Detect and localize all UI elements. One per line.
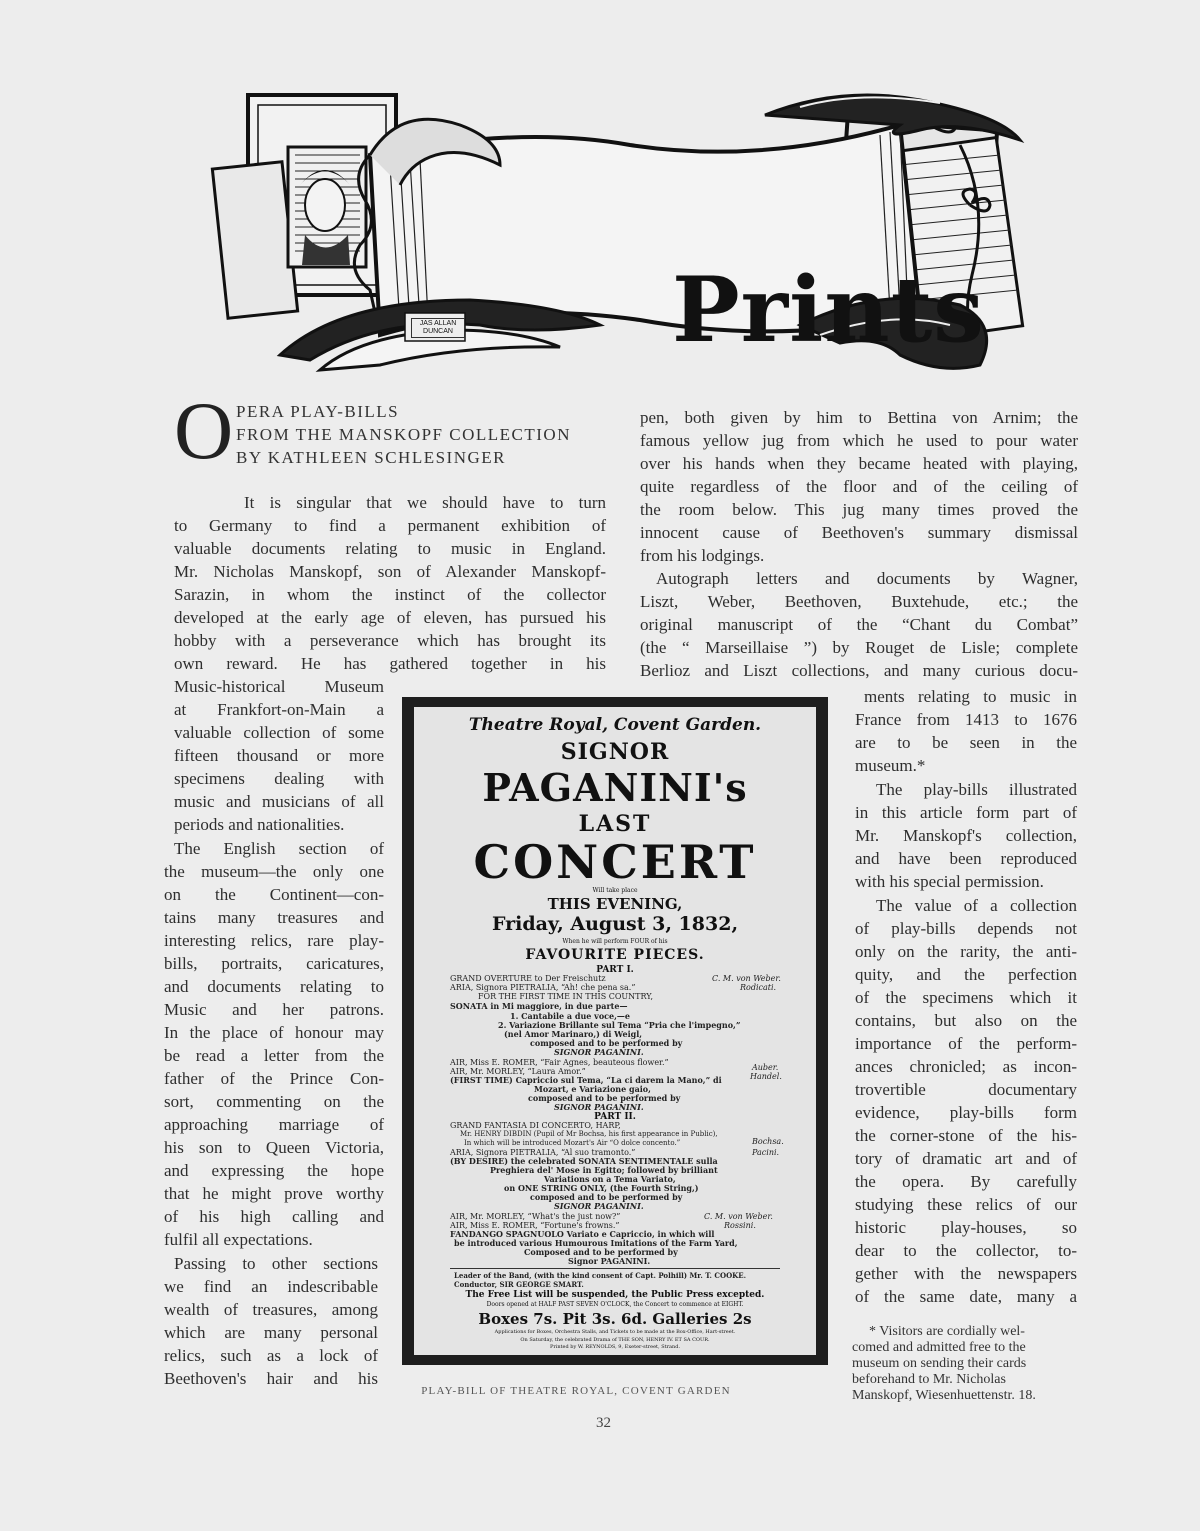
playbill-line: be introduced various Humourous Imitations of the Farm Yard, <box>454 1238 738 1248</box>
drop-cap: O <box>174 385 234 476</box>
paragraph-line: Beethoven's hair and his <box>164 1369 378 1388</box>
playbill-line: GRAND OVERTURE to Der Freischutz <box>450 974 606 983</box>
playbill-divider <box>450 1268 780 1269</box>
paragraph-line: evidence, play-bills form <box>855 1103 1077 1122</box>
playbill-theatre: Theatre Royal, Covent Garden. <box>468 715 762 735</box>
paragraph-line: over his hands when they became heated with playing, <box>640 454 1078 473</box>
paragraph-line: at Frankfort-on-Main a <box>174 700 384 719</box>
playbill-line: GRAND FANTASIA DI CONCERTO, HARP, <box>450 1121 621 1130</box>
paragraph-line: quite regardless of the floor and of the ceiling of <box>640 477 1078 496</box>
paragraph-line: be read a letter from the <box>164 1046 384 1065</box>
playbill-concert: CONCERT <box>473 835 757 889</box>
paragraph-line: museum.* <box>855 756 926 775</box>
playbill-part-2: PART II. <box>594 1112 636 1122</box>
paragraph-line: and have been reproduced <box>855 849 1077 868</box>
playbill-doors: Doors opened at HALF PAST SEVEN O'CLOCK, the Concert to commence at EIGHT. <box>486 1301 744 1308</box>
playbill-composer: Rossini. <box>724 1221 756 1230</box>
playbill-line: Composed and to be performed by <box>524 1247 678 1257</box>
paragraph-line: bills, portraits, caricatures, <box>164 954 384 973</box>
paragraph-line: Music-historical Museum <box>174 677 384 696</box>
playbill-line: Preghiera del' Mose in Egitto; followed by brilliant <box>490 1165 718 1175</box>
playbill-leader: Leader of the Band, (with the kind consent of Capt. Polhill) Mr. T. COOKE. <box>454 1271 747 1280</box>
paragraph-line: of the same date, many a <box>855 1287 1077 1306</box>
playbill-composer: Handel. <box>750 1072 782 1081</box>
artist-signature: JAS ALLAN DUNCAN <box>411 318 465 338</box>
paragraph-line: The English section of <box>174 839 384 858</box>
playbill-printer: Printed by W. REYNOLDS, 9, Exeter-street, Strand. <box>549 1344 681 1350</box>
paragraph-line: historic play-houses, so <box>855 1218 1077 1237</box>
playbill-free-list: The Free List will be suspended, the Public Press excepted. <box>465 1290 765 1300</box>
playbill-favourite: FAVOURITE PIECES. <box>525 947 705 963</box>
paragraph-line: we find an indescribable <box>164 1277 378 1296</box>
paragraph-line: are to be seen in the <box>855 733 1077 752</box>
playbill-line: SIGNOR PAGANINI. <box>554 1047 644 1057</box>
playbill-applications: Applications for Boxes, Orchestra Stalls, and Tickets to be made at the Box-Office, Hart-street. <box>494 1329 736 1335</box>
paragraph-line: Liszt, Weber, Beethoven, Buxtehude, etc.; the <box>640 592 1078 611</box>
playbill-this-evening: THIS EVENING, <box>547 895 683 913</box>
paragraph-line: with his special permission. <box>855 872 1044 891</box>
playbill-sheet <box>414 707 816 1355</box>
paragraph-line: own reward. He has gathered together in his <box>174 654 606 673</box>
playbill-line: AIR, Miss E. ROMER, “Fortune's frowns.” <box>450 1221 620 1230</box>
playbill-line: SIGNOR PAGANINI. <box>554 1201 644 1211</box>
paragraph-line: Mr. Manskopf's collection, <box>855 826 1077 845</box>
paragraph-line: gether with the newspapers <box>855 1264 1077 1283</box>
paragraph-line: in this article form part of <box>855 803 1077 822</box>
paragraph-line: hobby with a perseverance which has brought its <box>174 631 606 650</box>
playbill-line: 2. Variazione Brillante sul Tema “Pria che l'impegno,” <box>498 1020 741 1030</box>
paragraph-line: valuable documents relating to music in England. <box>174 539 606 558</box>
playbill-last: LAST <box>578 811 652 837</box>
playbill-line: AIR, Miss E. ROMER, “Fair Agnes, beauteous flower.” <box>450 1058 669 1067</box>
paragraph-line: the opera. By carefully <box>855 1172 1077 1191</box>
playbill-line: on ONE STRING ONLY, (the Fourth String,) <box>504 1183 699 1193</box>
playbill-line: composed and to be performed by <box>530 1038 683 1048</box>
paragraph-line: famous yellow jug from which he used to pour water <box>640 431 1078 450</box>
paragraph-line: his son to Queen Victoria, <box>164 1138 384 1157</box>
playbill-perform-note: When he will perform FOUR of his <box>562 938 668 945</box>
playbill-line: (nel Amor Marinaro,) di Weigl, <box>504 1029 643 1039</box>
paragraph-line: The play-bills illustrated <box>876 780 1077 799</box>
playbill-line: SIGNOR PAGANINI. <box>554 1102 644 1112</box>
paragraph-line: It is singular that we should have to turn <box>244 493 606 512</box>
paragraph-line: interesting relics, rare play- <box>164 931 384 950</box>
playbill-image <box>402 697 828 1365</box>
playbill-line: (FIRST TIME) Capriccio sul Tema, “La ci darem la Mano,” di <box>450 1075 722 1085</box>
paragraph-line: Mr. Nicholas Manskopf, son of Alexander Manskopf- <box>174 562 606 581</box>
playbill-line: Mozart, e Variazione gaio, <box>534 1084 651 1094</box>
page-number: 32 <box>596 1415 611 1431</box>
playbill-line: composed and to be performed by <box>530 1192 683 1202</box>
paragraph-line: ments relating to music in <box>864 687 1077 706</box>
paragraph-line: and documents relating to <box>164 977 384 996</box>
playbill-composer: C. M. von Weber. <box>712 974 781 983</box>
paragraph-line: that he might prove worthy <box>164 1184 384 1203</box>
paragraph-line: music and musicians of all <box>174 792 384 811</box>
paragraph-line: periods and nationalities. <box>174 815 345 834</box>
paragraph-line: The value of a collection <box>876 896 1077 915</box>
playbill-line: FOR THE FIRST TIME IN THIS COUNTRY, <box>478 992 654 1001</box>
paragraph-line: innocent cause of Beethoven's summary dismissal <box>640 523 1078 542</box>
paragraph-line: approaching marriage of <box>164 1115 384 1134</box>
paragraph-line: which are many personal <box>164 1323 378 1342</box>
paragraph-line: father of the Prince Con- <box>164 1069 384 1088</box>
playbill-composer: Pacini. <box>752 1148 780 1157</box>
playbill-part-1: PART I. <box>596 965 634 975</box>
playbill-conductor: Conductor, SIR GEORGE SMART. <box>454 1280 584 1289</box>
paragraph-line: the corner-stone of the his- <box>855 1126 1077 1145</box>
playbill-date: Friday, August 3, 1832, <box>491 913 739 935</box>
playbill-composer: Bochsa. <box>752 1137 784 1146</box>
paragraph-line: studying these relics of our <box>855 1195 1077 1214</box>
playbill-composer: C. M. von Weber. <box>704 1212 773 1221</box>
paragraph-line: dear to the collector, to- <box>855 1241 1077 1260</box>
paragraph-line: wealth of treasures, among <box>164 1300 378 1319</box>
paragraph-line: contains, but also on the <box>855 1011 1077 1030</box>
article-title-line-2: FROM THE MANSKOPF COLLECTION <box>236 425 571 444</box>
section-title: Prints <box>672 257 985 363</box>
paragraph-line: pen, both given by him to Bettina von Arnim; the <box>640 408 1078 427</box>
paragraph-line: of play-bills depends not <box>855 919 1077 938</box>
paragraph-line: tory of dramatic art and of <box>855 1149 1077 1168</box>
paragraph-line: valuable collection of some <box>174 723 384 742</box>
footnote-line: Manskopf, Wiesenhuettenstr. 18. <box>852 1388 1036 1403</box>
footnote-line: * Visitors are cordially wel- <box>869 1324 1025 1339</box>
paragraph-line: sort, commenting on the <box>164 1092 384 1111</box>
figure-caption: PLAY-BILL OF THEATRE ROYAL, COVENT GARDEN <box>421 1385 731 1397</box>
paragraph-line: specimens dealing with <box>174 769 384 788</box>
paragraph-line: fulfil all expectations. <box>164 1230 313 1249</box>
paragraph-line: on the Continent—con- <box>164 885 384 904</box>
playbill-line: ARIA, Signora PIETRALIA, “Ah! che pena sa.” <box>450 983 636 992</box>
paragraph-line: of the specimens which it <box>855 988 1077 1007</box>
playbill-line: FANDANGO SPAGNUOLO Variato e Capriccio, in which will <box>450 1229 715 1239</box>
paragraph-line: to Germany to find a permanent exhibition of <box>174 516 606 535</box>
playbill-line: In which will be introduced Mozart's Air “O dolce concento.” <box>464 1139 681 1147</box>
playbill-composer: Auber. <box>752 1063 779 1072</box>
playbill-line: Variations on a Tema Variato, <box>544 1174 676 1184</box>
paragraph-line: developed at the early age of eleven, has pursued his <box>174 608 606 627</box>
paragraph-line: of his high calling and <box>164 1207 384 1226</box>
article-title-line-1: PERA PLAY-BILLS <box>236 402 400 421</box>
paragraph-line: relics, such as a lock of <box>164 1346 378 1365</box>
footnote-line: beforehand to Mr. Nicholas <box>852 1372 1006 1387</box>
footnote-line: comed and admitted free to the <box>852 1340 1026 1355</box>
paragraph-line: Passing to other sections <box>174 1254 378 1273</box>
playbill-line: Signor PAGANINI. <box>568 1256 651 1266</box>
footnote-line: museum on sending their cards <box>852 1356 1027 1371</box>
paragraph-line: and expressing the hope <box>164 1161 384 1180</box>
playbill-line: AIR, Mr. MORLEY, “Laura Amor.” <box>450 1067 586 1076</box>
playbill-announcement: On Saturday, the celebrated Drama of THE SON, HENRY IV. ET SA COUR. <box>520 1337 710 1343</box>
playbill-line: Mr. HENRY DIBDIN (Pupil of Mr Bochsa, his first appearance in Public), <box>460 1130 718 1138</box>
paragraph-line: the room below. This jug many times proved the <box>640 500 1078 519</box>
paragraph-line: fifteen thousand or more <box>174 746 384 765</box>
paragraph-line: In the place of honour may <box>164 1023 384 1042</box>
playbill-name: PAGANINI's <box>482 765 748 810</box>
playbill-line: composed and to be performed by <box>528 1093 681 1103</box>
paragraph-line: Sarazin, in whom the instinct of the collector <box>174 585 606 604</box>
article-byline: BY KATHLEEN SCHLESINGER <box>236 448 506 467</box>
playbill-will-take-place: Will take place <box>592 887 638 894</box>
paragraph-line: quity, and the perfection <box>855 965 1077 984</box>
paragraph-line: original manuscript of the “Chant du Combat” <box>640 615 1078 634</box>
playbill-composer: Rodicati. <box>740 983 777 992</box>
paragraph-line: (the “ Marseillaise ”) by Rouget de Lisle; complete <box>640 638 1078 657</box>
paragraph-line: the museum—the only one <box>164 862 384 881</box>
playbill-prices: Boxes 7s. Pit 3s. 6d. Galleries 2s <box>478 1310 752 1328</box>
playbill-signor: SIGNOR <box>560 739 670 765</box>
playbill-line: AIR, Mr. MORLEY, “What's the just now?” <box>450 1212 621 1221</box>
prints-banner-illustration <box>200 85 1060 385</box>
paragraph-line: only on the rarity, the anti- <box>855 942 1077 961</box>
paragraph-line: importance of the perform- <box>855 1034 1077 1053</box>
paragraph-line: trovertible documentary <box>855 1080 1077 1099</box>
paragraph-line: France from 1413 to 1676 <box>855 710 1077 729</box>
paragraph-line: Music and her patrons. <box>164 1000 384 1019</box>
paragraph-line: ances chronicled; as incon- <box>855 1057 1077 1076</box>
playbill-line: ARIA, Signora PIETRALIA, “Al suo tramonto.” <box>450 1148 636 1157</box>
playbill-line: (BY DESIRE) the celebrated SONATA SENTIMENTALE sulla <box>450 1156 718 1166</box>
playbill-line: 1. Cantabile a due voce,—e <box>510 1011 631 1021</box>
playbill-line: SONATA in Mi maggiore, in due parte— <box>450 1001 628 1011</box>
paragraph-line: tains many treasures and <box>164 908 384 927</box>
paragraph-line: Autograph letters and documents by Wagner, <box>656 569 1078 588</box>
paragraph-line: Berlioz and Liszt collections, and many curious docu- <box>640 661 1078 680</box>
paragraph-line: from his lodgings. <box>640 546 765 565</box>
